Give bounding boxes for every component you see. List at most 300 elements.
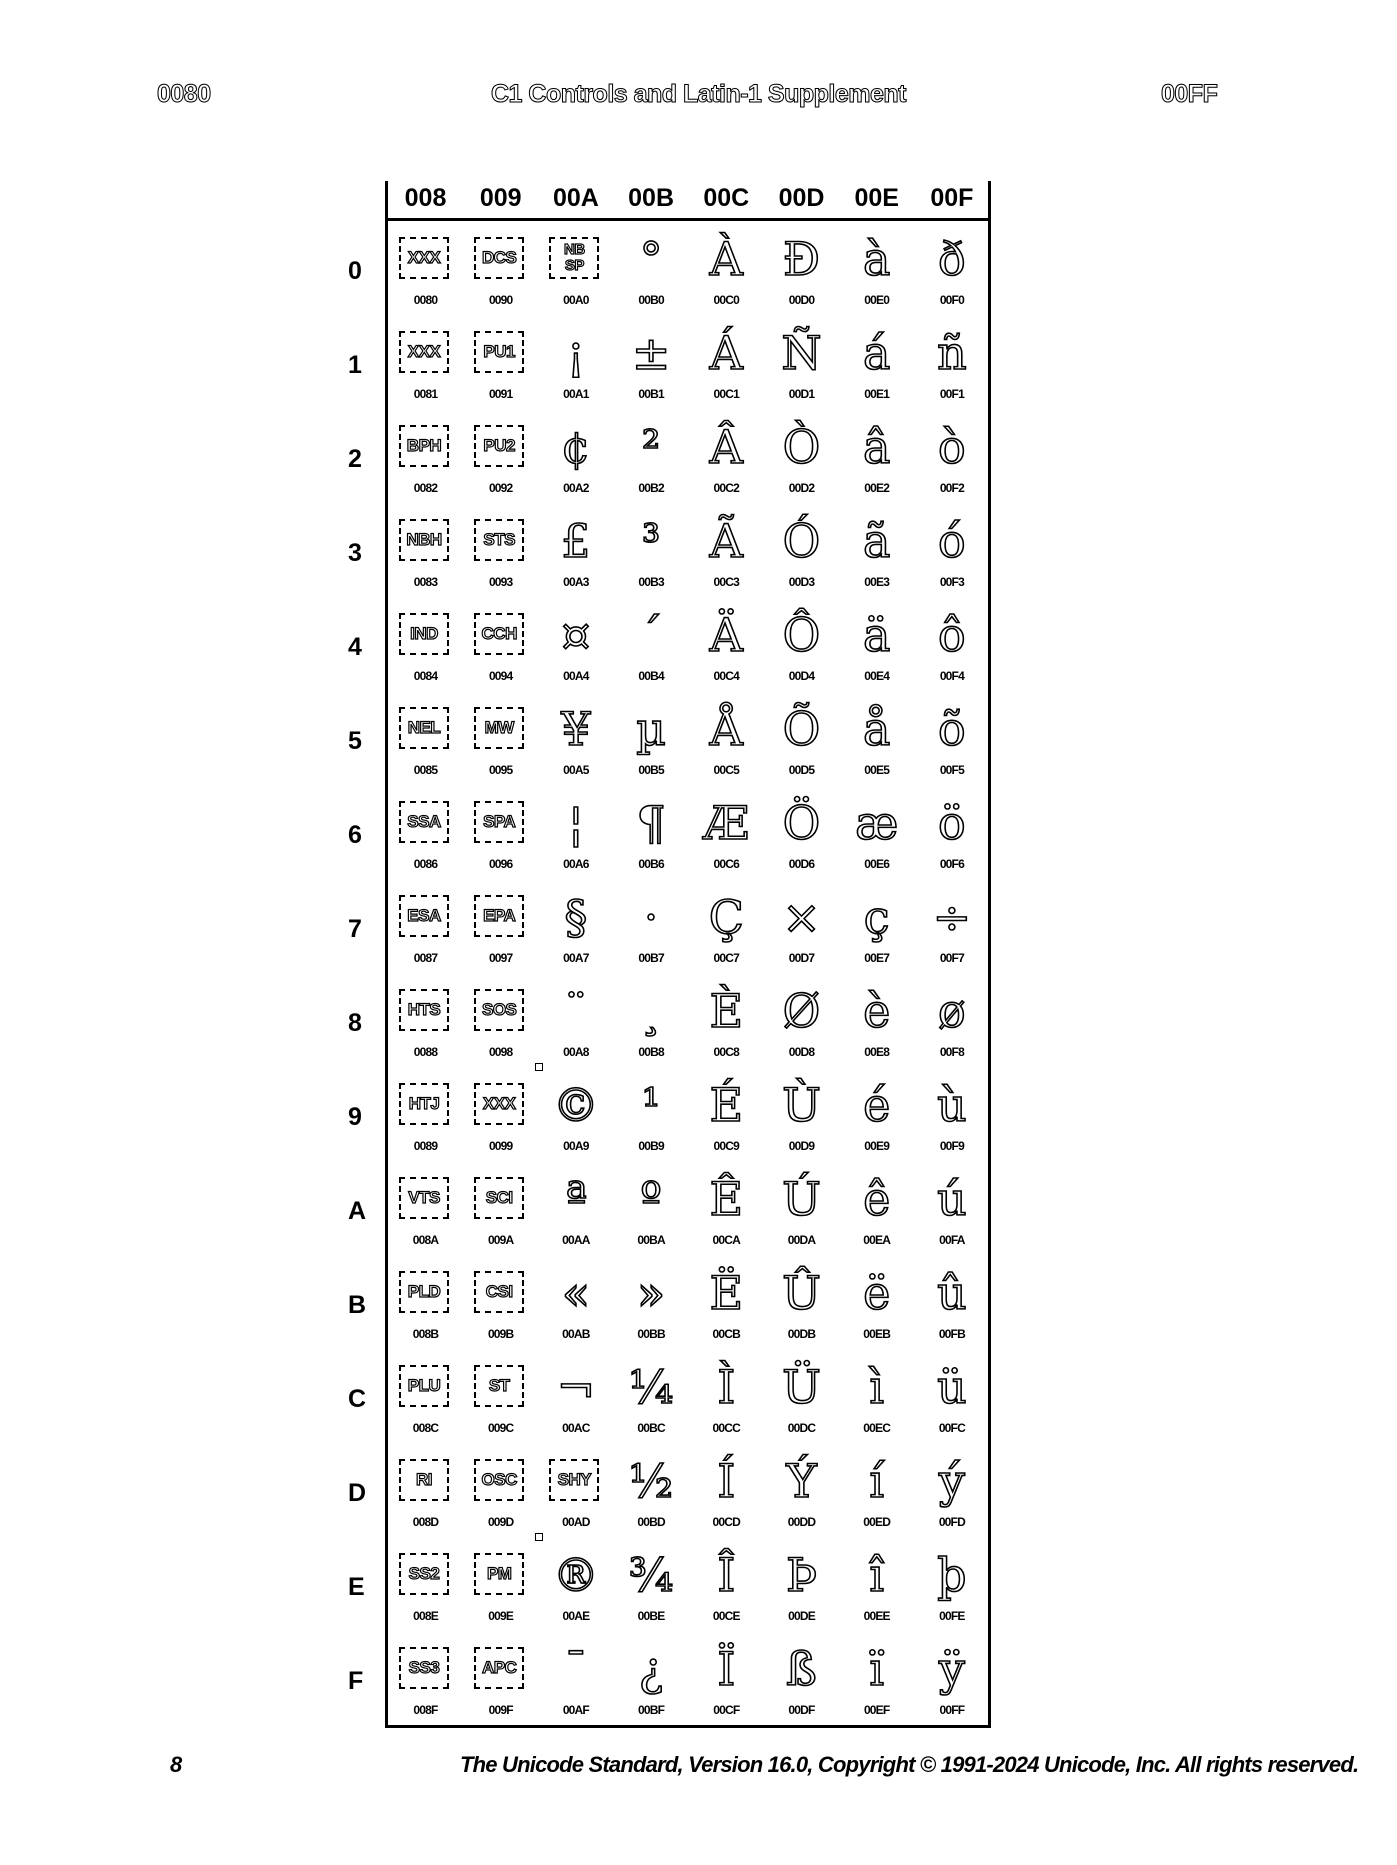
char-cell-00CC [689,1351,764,1445]
char-cell-00EE [839,1539,914,1633]
control-abbreviation-box: PU2 [474,425,524,467]
char-cell-00B8 [614,975,689,1069]
code-point-label: 00D5 [788,763,815,777]
control-abbreviation-box: SS3 [399,1647,449,1689]
char-glyph: ô [938,608,966,662]
char-cell-00C6 [689,787,764,881]
control-abbreviation-box: BPH [399,425,449,467]
control-abbreviation-box: IND [399,613,449,655]
code-point-label: 0086 [413,857,438,871]
char-cell-00CB [689,1257,764,1351]
char-glyph: í [869,1454,885,1508]
code-point-label: 00BA [637,1233,665,1247]
code-point-label: 00FF [939,1703,965,1717]
char-cell-00ED [839,1445,914,1539]
char-cell-00E1 [839,317,914,411]
char-cell-0081 [388,317,463,411]
control-abbreviation-box: RI [399,1459,449,1501]
char-glyph: þ [937,1548,967,1602]
char-cell-00C3 [689,505,764,599]
char-cell-00C5 [689,693,764,787]
row-label-7: 7 [348,915,362,943]
char-glyph: ¬ [556,1360,596,1414]
char-cell-00D4 [764,599,839,693]
code-point-label: 00EE [863,1609,890,1623]
code-point-label: 00B1 [638,387,664,401]
char-glyph: ¯ [564,1642,588,1696]
char-cell-00D5 [764,693,839,787]
code-point-label: 00D2 [788,481,815,495]
code-point-label: 00F7 [939,951,964,965]
char-glyph: Ð [782,232,821,286]
char-cell-00D6 [764,787,839,881]
column-header-divider [385,218,991,221]
code-point-label: 00BD [637,1515,665,1529]
control-abbreviation-box: PLU [399,1365,449,1407]
column-header-00C: 00C [703,184,750,212]
code-point-label: 0098 [488,1045,513,1059]
char-glyph: £ [561,514,591,568]
page-number: 8 [170,1752,182,1777]
char-glyph: ± [631,326,671,380]
char-glyph: ¡ [566,326,586,380]
char-cell-0082 [388,411,463,505]
code-point-label: 009C [487,1421,514,1435]
char-glyph: ç [863,890,890,944]
char-cell-00E7 [839,881,914,975]
char-glyph: å [862,702,891,756]
code-point-label: 00CD [712,1515,741,1529]
char-cell-00C2 [689,411,764,505]
code-point-label: 00A3 [563,575,589,589]
code-point-label: 00B5 [638,763,664,777]
char-cell-00BC [614,1351,689,1445]
code-point-label: 00EA [863,1233,891,1247]
char-glyph: Ö [782,796,821,850]
char-cell-00F7 [914,881,989,975]
code-point-label: 00CA [712,1233,741,1247]
char-cell-00D0 [764,223,839,317]
char-cell-00F1 [914,317,989,411]
char-cell-0089 [388,1069,463,1163]
code-point-label: 0095 [488,763,513,777]
control-abbreviation-box: HTJ [399,1083,449,1125]
char-glyph: Á [709,326,743,380]
char-cell-00A9 [538,1069,613,1163]
char-cell-0093 [463,505,538,599]
code-point-label: 00D4 [788,669,815,683]
char-cell-00EB [839,1257,914,1351]
control-abbreviation-box: SOS [474,989,524,1031]
char-cell-00DB [764,1257,839,1351]
char-cell-0094 [463,599,538,693]
char-glyph: Ê [709,1172,744,1226]
code-point-label: 00FA [939,1233,965,1247]
code-point-label: 00E3 [864,575,890,589]
char-glyph: á [862,326,891,380]
char-glyph: ¦ [568,796,584,850]
control-abbreviation-box: EPA [474,895,524,937]
char-glyph: ë [863,1266,891,1320]
char-cell-00EA [839,1163,914,1257]
char-cell-009B [463,1257,538,1351]
char-cell-00FA [914,1163,989,1257]
column-header-00B: 00B [628,184,675,212]
code-point-label: 00E2 [864,481,890,495]
code-point-label: 0080 [413,293,438,307]
code-point-label: 00C2 [713,481,740,495]
char-cell-00E9 [839,1069,914,1163]
control-abbreviation-box: SHY [549,1459,599,1501]
char-glyph: Õ [782,702,821,756]
char-glyph: ÿ [938,1642,965,1696]
char-glyph: Å [709,702,743,756]
char-glyph: « [561,1266,590,1320]
code-point-label: 00CE [712,1609,740,1623]
char-cell-0088 [388,975,463,1069]
row-label-C: C [348,1385,367,1413]
char-glyph: Ô [782,608,821,662]
code-point-label: 00D9 [788,1139,815,1153]
control-abbreviation-box: APC [474,1647,524,1689]
char-glyph: Ó [782,514,821,568]
code-point-label: 00D1 [788,387,815,401]
char-cell-00B9 [614,1069,689,1163]
char-glyph: ò [938,420,966,474]
code-point-label: 00DE [788,1609,815,1623]
code-point-label: 0099 [488,1139,513,1153]
char-cell-00F6 [914,787,989,881]
char-cell-00B1 [614,317,689,411]
column-header-009: 009 [479,184,522,212]
char-cell-00C8 [689,975,764,1069]
char-cell-00BF [614,1633,689,1727]
char-glyph: ü [937,1360,967,1414]
control-abbreviation-box: PLD [399,1271,449,1313]
char-glyph: î [869,1548,885,1602]
char-cell-0090 [463,223,538,317]
code-point-label: 00AF [562,1703,589,1717]
char-glyph: ø [938,984,966,1038]
combining-marker [535,1063,543,1071]
char-glyph: ª [564,1172,587,1226]
code-point-label: 00ED [863,1515,891,1529]
code-point-label: 00C4 [713,669,740,683]
char-cell-00BA [614,1163,689,1257]
char-cell-00A6 [538,787,613,881]
code-point-label: 00E7 [864,951,890,965]
control-abbreviation-box: SSA [399,801,449,843]
code-point-label: 00AE [562,1609,590,1623]
code-point-label: 009A [487,1233,514,1247]
char-cell-0083 [388,505,463,599]
char-glyph: È [709,984,744,1038]
char-cell-00D1 [764,317,839,411]
char-glyph: Û [782,1266,821,1320]
char-glyph: É [709,1078,744,1132]
char-glyph: ¿ [638,1642,664,1696]
combining-marker [535,1533,543,1541]
code-point-label: 00AB [562,1327,590,1341]
char-cell-00C9 [689,1069,764,1163]
char-cell-00AE [538,1539,613,1633]
char-glyph: Ä [709,608,743,662]
code-point-label: 00B9 [638,1139,664,1153]
char-glyph: ú [937,1172,967,1226]
char-glyph: ß [786,1642,817,1696]
char-glyph: Ý [786,1454,817,1508]
char-glyph: à [862,232,891,286]
char-cell-0096 [463,787,538,881]
code-point-label: 0084 [413,669,438,683]
char-cell-0080 [388,223,463,317]
code-point-label: 00E5 [864,763,890,777]
char-glyph: æ [855,796,899,850]
char-cell-008D [388,1445,463,1539]
code-point-label: 00F3 [939,575,964,589]
char-cell-00F0 [914,223,989,317]
char-cell-00F9 [914,1069,989,1163]
char-cell-00C1 [689,317,764,411]
char-cell-009E [463,1539,538,1633]
char-glyph: ® [552,1548,599,1602]
char-glyph: · [643,890,659,944]
char-glyph: § [564,890,588,944]
code-point-label: 0090 [488,293,513,307]
code-point-label: 00A1 [563,387,589,401]
code-point-label: 00E4 [864,669,890,683]
copyright-notice: The Unicode Standard, Version 16.0, Copyright © 1991-2024 Unicode, Inc. All rights reserved. [460,1752,1359,1777]
char-cell-00B2 [614,411,689,505]
code-point-label: 00A7 [563,951,589,965]
code-point-label: 008C [412,1421,439,1435]
code-point-label: 00E6 [864,857,890,871]
char-cell-009F [463,1633,538,1727]
char-cell-00E4 [839,599,914,693]
row-label-D: D [348,1479,367,1507]
control-abbreviation-box: SS2 [399,1553,449,1595]
char-cell-00A4 [538,599,613,693]
control-abbreviation-box: NB SP [549,237,599,279]
row-label-9: 9 [348,1103,362,1131]
char-cell-00B6 [614,787,689,881]
char-cell-00FB [914,1257,989,1351]
code-point-label: 0092 [488,481,513,495]
code-point-label: 00CF [713,1703,740,1717]
char-cell-00CF [689,1633,764,1727]
char-cell-00BD [614,1445,689,1539]
code-point-label: 0097 [488,951,513,965]
char-glyph: ¢ [561,420,591,474]
char-cell-00AC [538,1351,613,1445]
code-point-label: 00C7 [713,951,740,965]
code-point-label: 009B [487,1327,514,1341]
code-point-label: 008D [412,1515,439,1529]
char-cell-00A1 [538,317,613,411]
control-abbreviation-box: ESA [399,895,449,937]
code-point-label: 00F2 [939,481,964,495]
char-glyph: ½ [628,1454,674,1508]
char-cell-0085 [388,693,463,787]
char-glyph: º [640,1172,662,1226]
char-cell-009D [463,1445,538,1539]
char-cell-00AA [538,1163,613,1257]
char-glyph: × [782,890,821,944]
char-glyph: ä [862,608,891,662]
char-cell-0099 [463,1069,538,1163]
code-point-label: 00AA [562,1233,590,1247]
char-glyph: Ã [709,514,743,568]
char-cell-00F3 [914,505,989,599]
code-point-label: 00EB [863,1327,891,1341]
code-point-label: 00BC [637,1421,665,1435]
control-abbreviation-box: NBH [399,519,449,561]
code-point-label: 00B4 [638,669,664,683]
code-point-label: 00A4 [563,669,589,683]
char-cell-00BB [614,1257,689,1351]
code-point-label: 008B [412,1327,439,1341]
char-glyph: ¾ [628,1548,674,1602]
char-cell-00B3 [614,505,689,599]
char-cell-008F [388,1633,463,1727]
char-cell-00B4 [614,599,689,693]
code-point-label: 00D0 [788,293,815,307]
control-abbreviation-box: XXX [474,1083,524,1125]
char-glyph: Þ [785,1548,818,1602]
char-glyph: » [637,1266,666,1320]
char-glyph: Â [709,420,743,474]
char-glyph: ê [863,1172,891,1226]
char-cell-008A [388,1163,463,1257]
char-glyph: â [862,420,891,474]
char-glyph: Î [717,1548,736,1602]
char-cell-00E0 [839,223,914,317]
control-abbreviation-box: HTS [399,989,449,1031]
control-abbreviation-box: OSC [474,1459,524,1501]
char-cell-0091 [463,317,538,411]
char-glyph: ñ [937,326,967,380]
column-header-00D: 00D [778,184,825,212]
code-point-label: 00BB [637,1327,665,1341]
row-label-A: A [348,1197,367,1225]
row-label-4: 4 [348,633,362,661]
char-cell-00F4 [914,599,989,693]
code-point-label: 00B3 [638,575,664,589]
code-point-label: 0096 [488,857,513,871]
page-title: C1 Controls and Latin-1 Supplement [491,80,906,108]
char-glyph: Æ [703,796,750,850]
code-point-label: 009D [487,1515,514,1529]
char-cell-00F8 [914,975,989,1069]
row-label-F: F [348,1667,364,1695]
code-point-label: 008F [413,1703,438,1717]
char-cell-00AF [538,1633,613,1727]
code-point-label: 00BE [637,1609,665,1623]
char-glyph: Ñ [781,326,822,380]
code-point-label: 00A6 [563,857,589,871]
code-point-label: 00E8 [864,1045,890,1059]
char-cell-00C7 [689,881,764,975]
char-cell-008E [388,1539,463,1633]
char-glyph: ¨ [564,984,588,1038]
control-abbreviation-box: ST [474,1365,524,1407]
char-cell-008B [388,1257,463,1351]
code-point-label: 00C8 [713,1045,740,1059]
char-cell-00CD [689,1445,764,1539]
char-cell-00C4 [689,599,764,693]
char-cell-00CE [689,1539,764,1633]
char-cell-00A3 [538,505,613,599]
char-cell-00E3 [839,505,914,599]
code-point-label: 00D6 [788,857,815,871]
control-abbreviation-box: NEL [399,707,449,749]
char-glyph: ¸ [639,984,663,1038]
code-point-label: 00A9 [563,1139,589,1153]
code-point-label: 00FD [938,1515,965,1529]
char-cell-00FE [914,1539,989,1633]
char-glyph: ý [938,1454,965,1508]
char-cell-00F2 [914,411,989,505]
control-abbreviation-box: SPA [474,801,524,843]
char-cell-0087 [388,881,463,975]
char-glyph: µ [636,702,667,756]
char-glyph: Ë [709,1266,744,1320]
code-point-label: 00DF [788,1703,815,1717]
code-point-label: 00CB [712,1327,741,1341]
code-point-label: 00A0 [563,293,589,307]
code-point-label: 0091 [488,387,513,401]
control-abbreviation-box: XXX [399,331,449,373]
char-cell-0092 [463,411,538,505]
row-label-0: 0 [348,257,362,285]
char-glyph: è [863,984,891,1038]
char-cell-00FC [914,1351,989,1445]
code-point-label: 0085 [413,763,438,777]
code-point-label: 00EC [863,1421,891,1435]
char-cell-00B7 [614,881,689,975]
char-glyph: ¼ [628,1360,674,1414]
row-label-B: B [348,1291,367,1319]
row-label-8: 8 [348,1009,362,1037]
char-glyph: Ò [782,420,821,474]
code-point-label: 00C5 [713,763,740,777]
char-cell-00A0 [538,223,613,317]
code-point-label: 0083 [413,575,438,589]
code-point-label: 00DD [787,1515,816,1529]
column-header-00E: 00E [854,184,899,212]
char-glyph: Ì [717,1360,736,1414]
char-cell-00E8 [839,975,914,1069]
char-cell-00F5 [914,693,989,787]
char-cell-00FD [914,1445,989,1539]
control-abbreviation-box: XXX [399,237,449,279]
char-cell-00DD [764,1445,839,1539]
code-point-label: 008A [412,1233,439,1247]
header-range-start: 0080 [157,80,211,108]
code-point-label: 009E [488,1609,514,1623]
char-glyph: ð [938,232,966,286]
char-cell-00C0 [689,223,764,317]
code-point-label: 00F9 [939,1139,964,1153]
row-label-3: 3 [348,539,362,567]
char-glyph: ¶ [636,796,666,850]
char-cell-00E6 [839,787,914,881]
row-label-E: E [348,1573,365,1601]
code-point-label: 00AC [562,1421,590,1435]
char-cell-00DC [764,1351,839,1445]
code-point-label: 00EF [863,1703,890,1717]
char-cell-00D3 [764,505,839,599]
